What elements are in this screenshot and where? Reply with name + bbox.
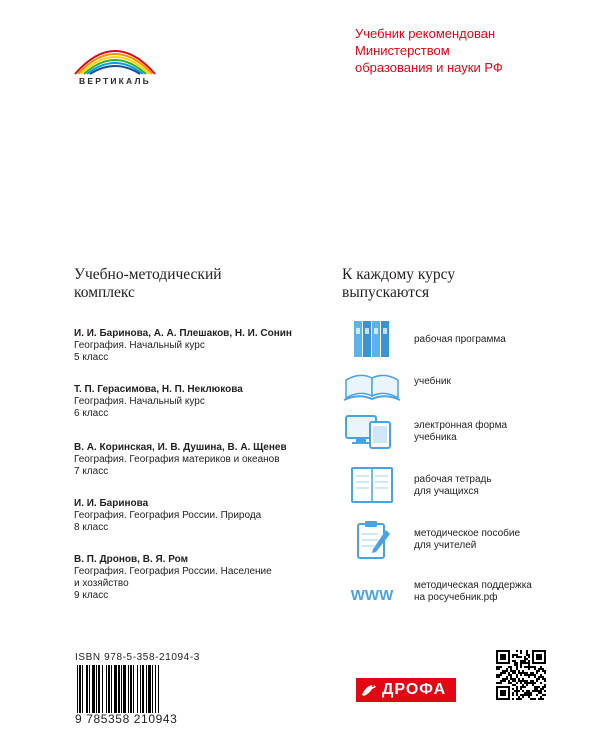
book-entry-grade-6 xyxy=(74,384,324,420)
recommendation-note xyxy=(355,25,555,76)
resource-label xyxy=(414,420,507,444)
book-authors: И. И. Баринова, А. А. Плешаков, Н. И. Сонин xyxy=(74,328,292,339)
book-title: География. Начальный курс xyxy=(74,396,205,407)
recommendation-line: Министерством xyxy=(355,43,450,58)
isbn: ISBN 978-5-358-21094-3 xyxy=(75,652,200,663)
course-heading xyxy=(342,266,455,302)
resource-label-line: рабочая программа xyxy=(414,334,506,345)
umk-heading-line: Учебно-методический xyxy=(74,266,222,283)
resource-label xyxy=(414,376,451,388)
resource-label-line: методическое пособие xyxy=(414,528,521,539)
resource-label xyxy=(414,580,532,604)
recommendation-line: образования и науки РФ xyxy=(355,60,503,75)
bustard-bird-icon xyxy=(360,681,378,699)
workbook-icon xyxy=(342,466,402,506)
book-entry-grade-7 xyxy=(74,442,324,478)
book-title: География. География России. Природа xyxy=(74,510,262,521)
logo-text: ВЕРТИКАЛЬ xyxy=(79,76,151,86)
resource-work-program xyxy=(342,320,562,360)
book-authors: В. П. Дронов, В. Я. Ром xyxy=(74,554,189,565)
resource-electronic-form xyxy=(342,412,562,452)
resource-online-support xyxy=(342,576,562,616)
resource-teacher-guide xyxy=(342,520,562,560)
book-entry-grade-9 xyxy=(74,554,324,602)
resource-label-line: методическая поддержка xyxy=(414,580,532,591)
book-entry-grade-8 xyxy=(74,498,324,534)
course-heading-line: выпускаются xyxy=(342,284,430,301)
vertikal-logo xyxy=(70,30,160,92)
umk-heading xyxy=(74,266,222,302)
resource-label-line: учебника xyxy=(414,432,457,443)
barcode-icon xyxy=(75,665,210,713)
resource-label xyxy=(414,474,492,498)
resource-label-line: рабочая тетрадь xyxy=(414,474,492,485)
resource-workbook xyxy=(342,466,562,506)
resource-label-line: на росучебник.рф xyxy=(414,592,498,603)
book-title-continued: и хозяйство xyxy=(74,578,129,589)
book-authors: И. И. Баринова xyxy=(74,498,149,509)
book-grade: 8 класс xyxy=(74,522,109,533)
umk-heading-line: комплекс xyxy=(74,284,135,301)
devices-icon xyxy=(342,412,402,452)
resource-label-line: учебник xyxy=(414,376,451,387)
book-title: География. География материков и океанов xyxy=(74,454,280,465)
publisher-logo xyxy=(356,678,456,702)
barcode-digits: 9 785358 210943 xyxy=(75,712,178,726)
qr-code-icon xyxy=(496,650,546,700)
book-title: География. Начальный курс xyxy=(74,340,205,351)
resource-textbook xyxy=(342,368,562,408)
book-authors: Т. П. Герасимова, Н. П. Неклюкова xyxy=(74,384,243,395)
logo-arcs-icon xyxy=(70,30,160,76)
open-book-icon xyxy=(342,368,402,408)
book-grade: 5 класс xyxy=(74,352,109,363)
book-entry-grade-5 xyxy=(74,328,324,364)
book-authors: В. А. Коринская, И. В. Душина, В. А. Щенев xyxy=(74,442,287,453)
course-heading-line: К каждому курсу xyxy=(342,266,456,283)
resource-label xyxy=(414,528,520,552)
clipboard-pen-icon xyxy=(342,520,402,560)
resource-label-line: для учителей xyxy=(414,540,477,551)
book-title: География. География России. Население xyxy=(74,566,272,577)
resource-label-line: для учащихся xyxy=(414,486,479,497)
book-grade: 9 класс xyxy=(74,590,109,601)
publisher-name: ДРОФА xyxy=(382,681,447,698)
resource-label-line: электронная форма xyxy=(414,420,508,431)
resource-label xyxy=(414,334,506,346)
binders-icon xyxy=(342,320,402,360)
www-icon: WWW xyxy=(350,587,394,604)
book-grade: 7 класс xyxy=(74,466,109,477)
recommendation-line: Учебник рекомендован xyxy=(355,26,496,41)
book-grade: 6 класс xyxy=(74,408,109,419)
